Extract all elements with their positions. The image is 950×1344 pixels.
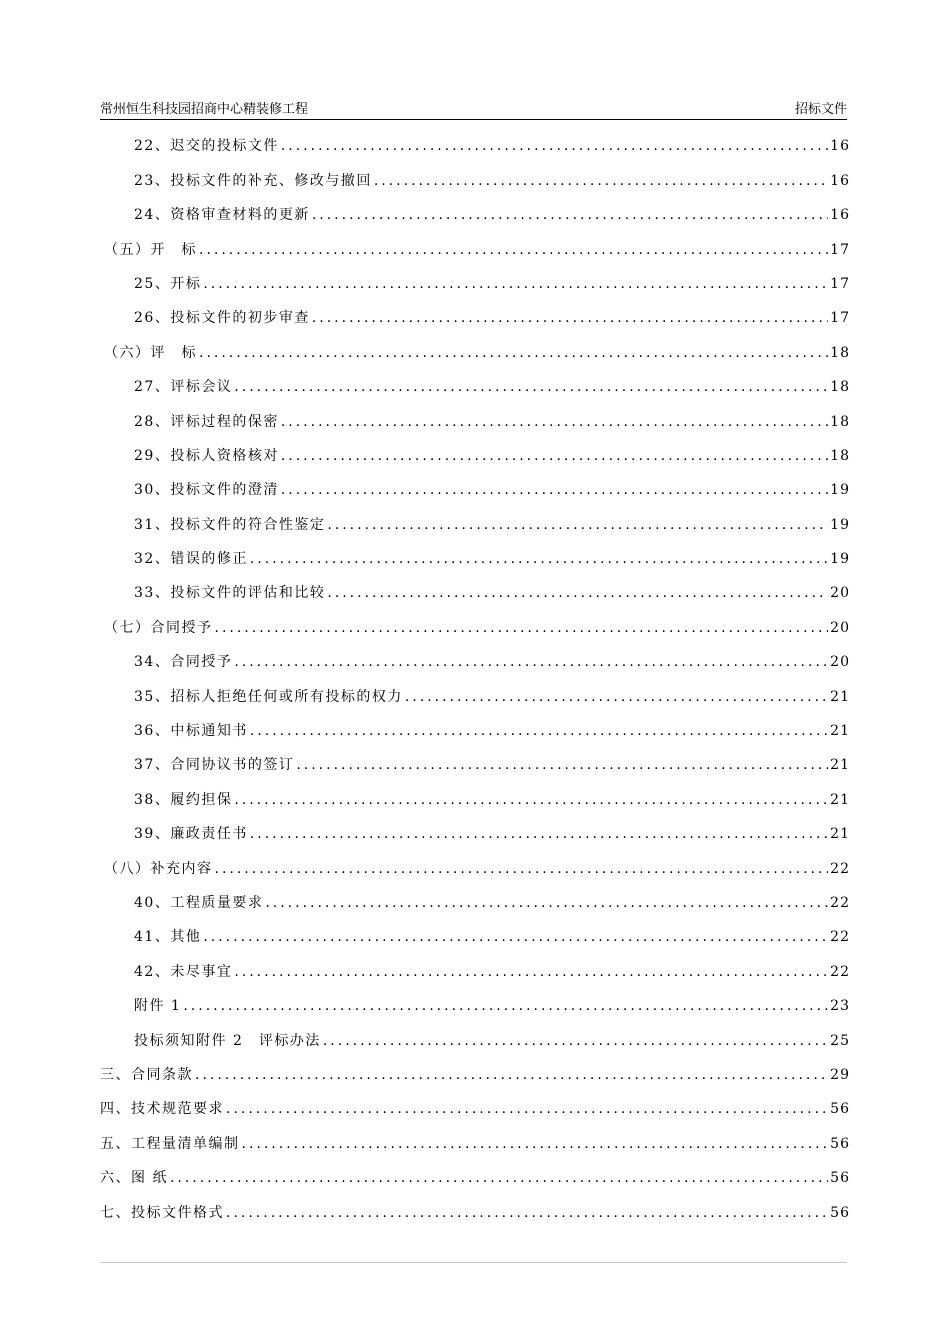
toc-entry-title: 23、投标文件的补充、修改与撤回	[134, 172, 372, 189]
toc-entry-page-number: 16	[830, 172, 850, 189]
toc-entry-page-number: 21	[830, 688, 850, 705]
toc-entry-page-number: 16	[830, 207, 850, 224]
toc-entry[interactable]	[100, 259, 850, 293]
toc-entry-page-number: 22	[830, 860, 850, 877]
toc-entry-page-number: 20	[830, 619, 850, 636]
toc-entry-title: 36、中标通知书	[134, 723, 248, 740]
toc-dot-leader	[296, 756, 828, 774]
toc-entry-page-number: 19	[830, 551, 850, 568]
toc-entry-page-number: 21	[830, 757, 850, 774]
toc-entry-title: 七、投标文件格式	[100, 1204, 224, 1221]
toc-entry-title: （五）开 标	[104, 241, 197, 258]
toc-entry[interactable]	[100, 1187, 850, 1221]
toc-entry[interactable]	[100, 362, 850, 396]
toc-entry[interactable]	[100, 1015, 850, 1049]
toc-entry-title: 30、投标文件的澄清	[134, 482, 279, 499]
toc-dot-leader	[226, 1100, 828, 1118]
toc-entry-title: 25、开标	[134, 275, 202, 292]
toc-entry-page-number: 20	[830, 585, 850, 602]
toc-entry-title: 39、廉政责任书	[134, 826, 248, 843]
toc-dot-leader	[312, 309, 828, 327]
toc-entry-page-number: 18	[830, 344, 850, 361]
toc-entry-page-number: 22	[830, 929, 850, 946]
toc-entry-title: 六、图 纸	[100, 1170, 168, 1187]
toc-entry[interactable]	[100, 396, 850, 430]
toc-entry[interactable]	[100, 534, 850, 568]
toc-dot-leader	[226, 1204, 828, 1222]
toc-dot-leader	[327, 584, 828, 602]
toc-entry[interactable]	[100, 774, 850, 808]
toc-entry-title: 22、迟交的投标文件	[134, 138, 279, 155]
toc-dot-leader	[242, 1135, 829, 1153]
toc-entry-page-number: 21	[830, 791, 850, 808]
toc-entry-title: 40、工程质量要求	[134, 894, 264, 911]
toc-entry-page-number: 21	[830, 826, 850, 843]
toc-entry-title: 附件 1	[134, 998, 182, 1015]
toc-entry-title: 29、投标人资格核对	[134, 447, 279, 464]
toc-entry-title: （八）补充内容	[104, 860, 213, 877]
toc-dot-leader	[234, 963, 828, 981]
toc-dot-leader	[234, 378, 828, 396]
toc-dot-leader	[265, 894, 828, 912]
toc-entry[interactable]	[100, 1084, 850, 1118]
toc-entry-title: 31、投标文件的符合性鉴定	[134, 516, 326, 533]
toc-entry-page-number: 56	[830, 1204, 850, 1221]
toc-entry[interactable]	[100, 1050, 850, 1084]
toc-dot-leader	[250, 825, 828, 843]
toc-entry-title: （七）合同授予	[104, 619, 213, 636]
toc-entry[interactable]	[100, 637, 850, 671]
toc-entry-page-number: 18	[830, 379, 850, 396]
toc-entry-title: 四、技术规范要求	[100, 1101, 224, 1118]
toc-entry[interactable]	[100, 568, 850, 602]
toc-entry-page-number: 56	[830, 1170, 850, 1187]
toc-entry-title: 35、招标人拒绝任何或所有投标的权力	[134, 688, 403, 705]
toc-dot-leader	[250, 550, 828, 568]
toc-entry[interactable]	[100, 499, 850, 533]
toc-entry-title: 41、其他	[134, 929, 202, 946]
toc-entry[interactable]	[100, 602, 850, 636]
footer-rule	[100, 1262, 847, 1263]
toc-entry[interactable]	[100, 1153, 850, 1187]
toc-entry[interactable]	[100, 293, 850, 327]
toc-entry-title: 24、资格审查材料的更新	[134, 207, 310, 224]
toc-dot-leader	[234, 653, 828, 671]
toc-entry-page-number: 16	[830, 138, 850, 155]
table-of-contents	[100, 121, 850, 1222]
toc-entry[interactable]	[100, 224, 850, 258]
toc-entry-page-number: 17	[830, 241, 850, 258]
toc-entry[interactable]	[100, 843, 850, 877]
toc-entry-page-number: 17	[830, 275, 850, 292]
toc-entry-page-number: 19	[830, 516, 850, 533]
toc-entry[interactable]	[100, 706, 850, 740]
toc-dot-leader	[199, 241, 828, 259]
toc-entry[interactable]	[100, 671, 850, 705]
toc-entry-page-number: 29	[830, 1066, 850, 1083]
toc-entry-page-number: 19	[830, 482, 850, 499]
toc-dot-leader	[215, 619, 829, 637]
toc-entry[interactable]	[100, 190, 850, 224]
toc-entry-title: 33、投标文件的评估和比较	[134, 585, 326, 602]
toc-dot-leader	[234, 791, 828, 809]
toc-entry-title: 28、评标过程的保密	[134, 413, 279, 430]
toc-entry-title: 34、合同授予	[134, 654, 233, 671]
toc-dot-leader	[215, 860, 829, 878]
toc-entry[interactable]	[100, 121, 850, 155]
toc-entry[interactable]	[100, 740, 850, 774]
toc-entry[interactable]	[100, 431, 850, 465]
toc-dot-leader	[281, 137, 828, 155]
toc-entry[interactable]	[100, 946, 850, 980]
toc-entry-page-number: 18	[830, 413, 850, 430]
toc-dot-leader	[405, 688, 828, 706]
toc-entry-page-number: 56	[830, 1135, 850, 1152]
toc-entry-page-number: 17	[830, 310, 850, 327]
header-project-title: 常州恒生科技园招商中心精装修工程	[100, 102, 309, 117]
toc-entry-page-number: 22	[830, 894, 850, 911]
toc-entry-page-number: 20	[830, 654, 850, 671]
toc-dot-leader	[312, 206, 828, 224]
toc-dot-leader	[195, 1066, 828, 1084]
toc-entry[interactable]	[100, 809, 850, 843]
toc-entry[interactable]	[100, 981, 850, 1015]
toc-dot-leader	[170, 1169, 828, 1187]
toc-entry-title: 32、错误的修正	[134, 551, 248, 568]
toc-dot-leader	[281, 481, 828, 499]
toc-dot-leader	[281, 447, 828, 465]
toc-dot-leader	[183, 997, 828, 1015]
toc-entry-title: 27、评标会议	[134, 379, 233, 396]
toc-entry-title: 38、履约担保	[134, 791, 233, 808]
toc-entry-title: 37、合同协议书的签订	[134, 757, 295, 774]
toc-entry[interactable]	[100, 465, 850, 499]
toc-entry-page-number: 22	[830, 963, 850, 980]
toc-entry-page-number: 25	[830, 1032, 850, 1049]
toc-entry[interactable]	[100, 878, 850, 912]
toc-entry[interactable]	[100, 155, 850, 189]
toc-entry[interactable]	[100, 912, 850, 946]
toc-entry-title: 投标须知附件 2 评标办法	[134, 1032, 321, 1049]
toc-entry-page-number: 18	[830, 447, 850, 464]
page-header	[100, 101, 847, 120]
toc-dot-leader	[323, 1032, 828, 1050]
toc-dot-leader	[327, 516, 828, 534]
toc-dot-leader	[250, 722, 828, 740]
toc-entry-title: 26、投标文件的初步审查	[134, 310, 310, 327]
toc-entry-title: 三、合同条款	[100, 1066, 193, 1083]
toc-entry-title: 五、工程量清单编制	[100, 1135, 240, 1152]
toc-entry-page-number: 21	[830, 723, 850, 740]
toc-entry-title: 42、未尽事宜	[134, 963, 233, 980]
toc-entry[interactable]	[100, 327, 850, 361]
toc-entry-page-number: 23	[830, 998, 850, 1015]
toc-dot-leader	[281, 413, 828, 431]
toc-entry[interactable]	[100, 1118, 850, 1152]
toc-entry-page-number: 56	[830, 1101, 850, 1118]
header-document-type: 招标文件	[794, 102, 847, 117]
toc-dot-leader	[374, 172, 828, 190]
toc-dot-leader	[199, 344, 828, 362]
toc-dot-leader	[203, 928, 828, 946]
toc-dot-leader	[203, 275, 828, 293]
toc-entry-title: （六）评 标	[104, 344, 197, 361]
